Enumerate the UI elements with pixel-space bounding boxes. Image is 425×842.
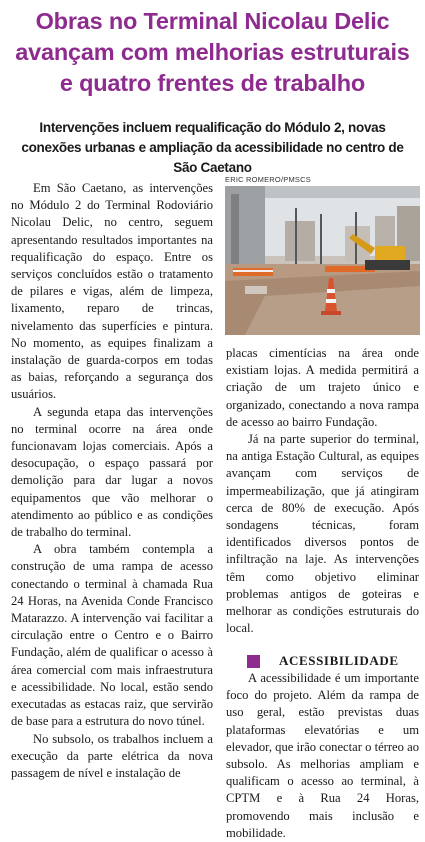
section-heading: [243, 653, 419, 671]
paragraph: A acessibilidade é um importante foco do projeto. Além da rampa de uso geral, estão previstas duas plataformas elevatórias e um elevador, que irão conectar o térreo ao subsolo. As melhorias ampliam e qualificam o acesso ao terminal, à CPTM e à Rua 24 Horas, promovendo mais inclusão e mobilidade.: [226, 671, 419, 840]
right-column-bottom: [226, 670, 419, 842]
paragraph: A segunda etapa das intervenções no terminal ocorre na área onde funcionavam lojas comerciais. Após a desocupação, o espaço passará por demolição para dar lugar a novos equipamentos que vão melhorar o atendimento ao público e as condições de trabalho do terminal.: [11, 404, 213, 540]
paragraph: Em São Caetano, as intervenções no Módulo 2 do Terminal Rodoviário Nicolau Delic, no centro, seguem apresentando resultados importantes na requalificação do espaço. Entre os serviços concluídos estão o tratamento de pilares e vigas, além de limpeza, lixamento, reparo de trincas, nivelamento das superfícies e pintura. No momento, as equipes finalizam a instalação de guarda-corpos em todas as baias, reforçando a segurança dos usuários.: [11, 181, 213, 402]
paragraph: No subsolo, os trabalhos incluem a execução da parte elétrica da nova passagem de nível e instalação de: [11, 731, 213, 780]
photo-credit: ERIC ROMERO/PMSCS: [225, 175, 311, 184]
paragraph: placas cimentícias na área onde existiam lojas. A medida permitirá a criação de um trajeto único e organizado, conectando a nova rampa de acesso ao bairro Fundação.: [226, 346, 419, 429]
headline: Obras no Terminal Nicolau Delic avançam com melhorias estruturais e quatro frentes de trabalho: [15, 8, 410, 96]
subheadline: Intervenções incluem requalificação do Módulo 2, novas conexões urbanas e ampliação da acessibilidade no centro de São Caetano: [21, 120, 404, 175]
paragraph: Já na parte superior do terminal, na antiga Estação Cultural, as equipes avançam com serviços de impermeabilização, que já atingiram cerca de 80% de execução. Após sondagens técnicas, foram identificados diversos pontos de infiltração na laje. As intervenções têm como objetivo eliminar problemas antigos de goteiras e melhorar as condições estruturais do local.: [226, 432, 419, 636]
construction-photo: [225, 186, 420, 335]
right-column-top: [226, 345, 419, 637]
paragraph: A obra também contempla a construção de uma rampa de acesso conectando o terminal à chamada Rua 24 Horas, na Avenida Conde Francisco Matarazzo. A intervenção vai facilitar a circulação entre o Centro e o Bairro Fundação, além de qualificar o acesso à área comercial com mais infraestrutura e acessibilidade. No local, estão sendo executadas as estacas raiz, que servirão de base para a estrutura do novo túnel.: [11, 542, 213, 729]
section-title: ACESSIBILIDADE: [279, 653, 399, 668]
square-icon: [247, 655, 260, 668]
left-column: [11, 180, 213, 832]
